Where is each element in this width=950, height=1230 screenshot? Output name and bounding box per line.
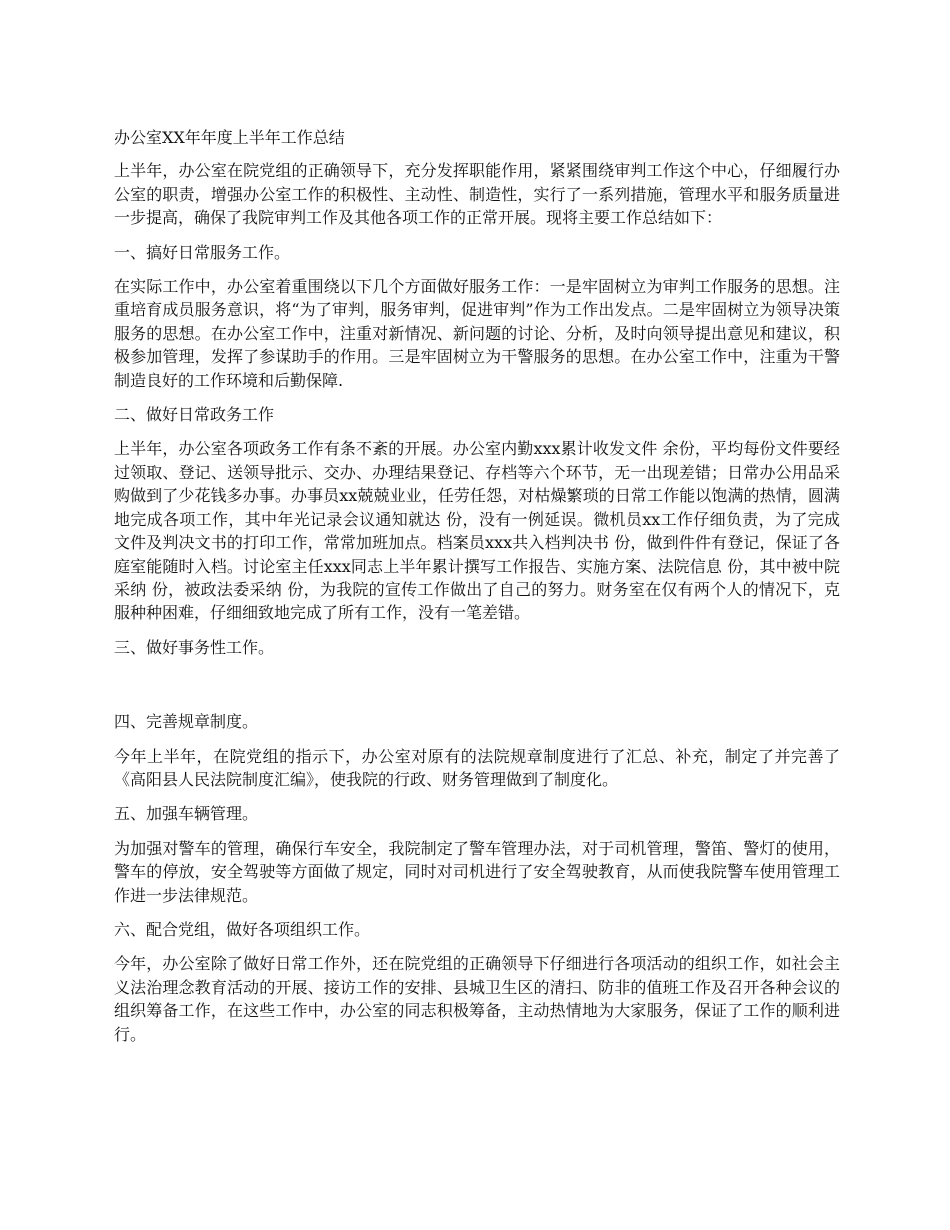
section-heading-4: 四、完善规章制度。	[114, 712, 259, 732]
section-body-4: 今年上半年，在院党组的指示下，办公室对原有的法院规章制度进行了汇总、补充，制定了并完善了《高阳县人民法院制度汇编》，使我院的行政、财务管理做到了制度化。	[114, 746, 840, 789]
section-heading-3: 三、做好事务性工作。	[114, 637, 275, 657]
section-body-6: 今年，办公室除了做好日常工作外，还在院党组的正确领导下仔细进行各项活动的组织工作，如社会主义法治理念教育活动的开展、接访工作的安排、县城卫生区的清扫、防非的值班工作及召开各种会议的组织筹备工作，在这些工作中，办公室的同志积极筹备，主动热情地为大家服务，保证了工作的顺利进行。	[114, 954, 840, 1044]
section-body-5: 为加强对警车的管理，确保行车安全，我院制定了警车管理办法，对于司机管理，警笛、警灯的使用，警车的停放，安全驾驶等方面做了规定，同时对司机进行了安全驾驶教育，从而使我院警车使用管理工作进一步法律规范。	[114, 838, 840, 905]
section-heading-1: 一、搞好日常服务工作。	[114, 242, 291, 262]
section-body-2: 上半年，办公室各项政务工作有条不紊的开展。办公室内勤xxx累计收发文件 余份，平均每份文件要经过领取、登记、送领导批示、交办、办理结果登记、存档等六个环节，无一出现差错；日常办公用品采购做到了少花钱多办事。办事员xx兢兢业业，任劳任怨，对枯燥繁琐的日常工作能以饱满的热情，圆满地完成各项工作，其中年光记录会议通知就达 份，没有一例延误。微机员xx工作仔细负责，为了完成文件及判决文书的打印工作，常常加班加点。档案员xxx共入档判决书 份，做到件件有登记，保证了各庭室能随时入档。讨论室主任xxx同志上半年累计撰写工作报告、实施方案、法院信息 份，其中被中院采纳 份，被政法委采纳 份，为我院的宣传工作做出了自己的努力。财务室在仅有两个人的情况下，克服种种困难，仔细细致地完成了所有工作，没有一笔差错。	[114, 439, 840, 623]
document-title: 办公室XX年年度上半年工作总结	[114, 128, 345, 147]
section-heading-6: 六、配合党组，做好各项组织工作。	[114, 919, 371, 939]
section-body-3-empty	[114, 670, 840, 710]
intro-paragraph: 上半年，办公室在院党组的正确领导下，充分发挥职能作用，紧紧围绕审判工作这个中心，仔细履行办公室的职责，增强办公室工作的积极性、主动性、制造性，实行了一系列措施，管理水平和服务质量进一步提高，确保了我院审判工作及其他各项工作的正常开展。现将主要工作总结如下：	[114, 161, 840, 228]
section-heading-2: 二、做好日常政务工作	[114, 405, 275, 425]
section-body-1: 在实际工作中，办公室着重围绕以下几个方面做好服务工作：一是牢固树立为审判工作服务的思想。注重培育成员服务意识，将“为了审判，服务审判，促进审判”作为工作出发点。二是牢固树立为领导决策服务的思想。在办公室工作中，注重对新情况、新问题的讨论、分析，及时向领导提出意见和建议，积极参加管理，发挥了参谋助手的作用。三是牢固树立为干警服务的思想。在办公室工作中，注重为干警制造良好的工作环境和后勤保障.	[114, 277, 840, 390]
section-heading-5: 五、加强车辆管理。	[114, 804, 259, 824]
document-page	[114, 126, 840, 1057]
